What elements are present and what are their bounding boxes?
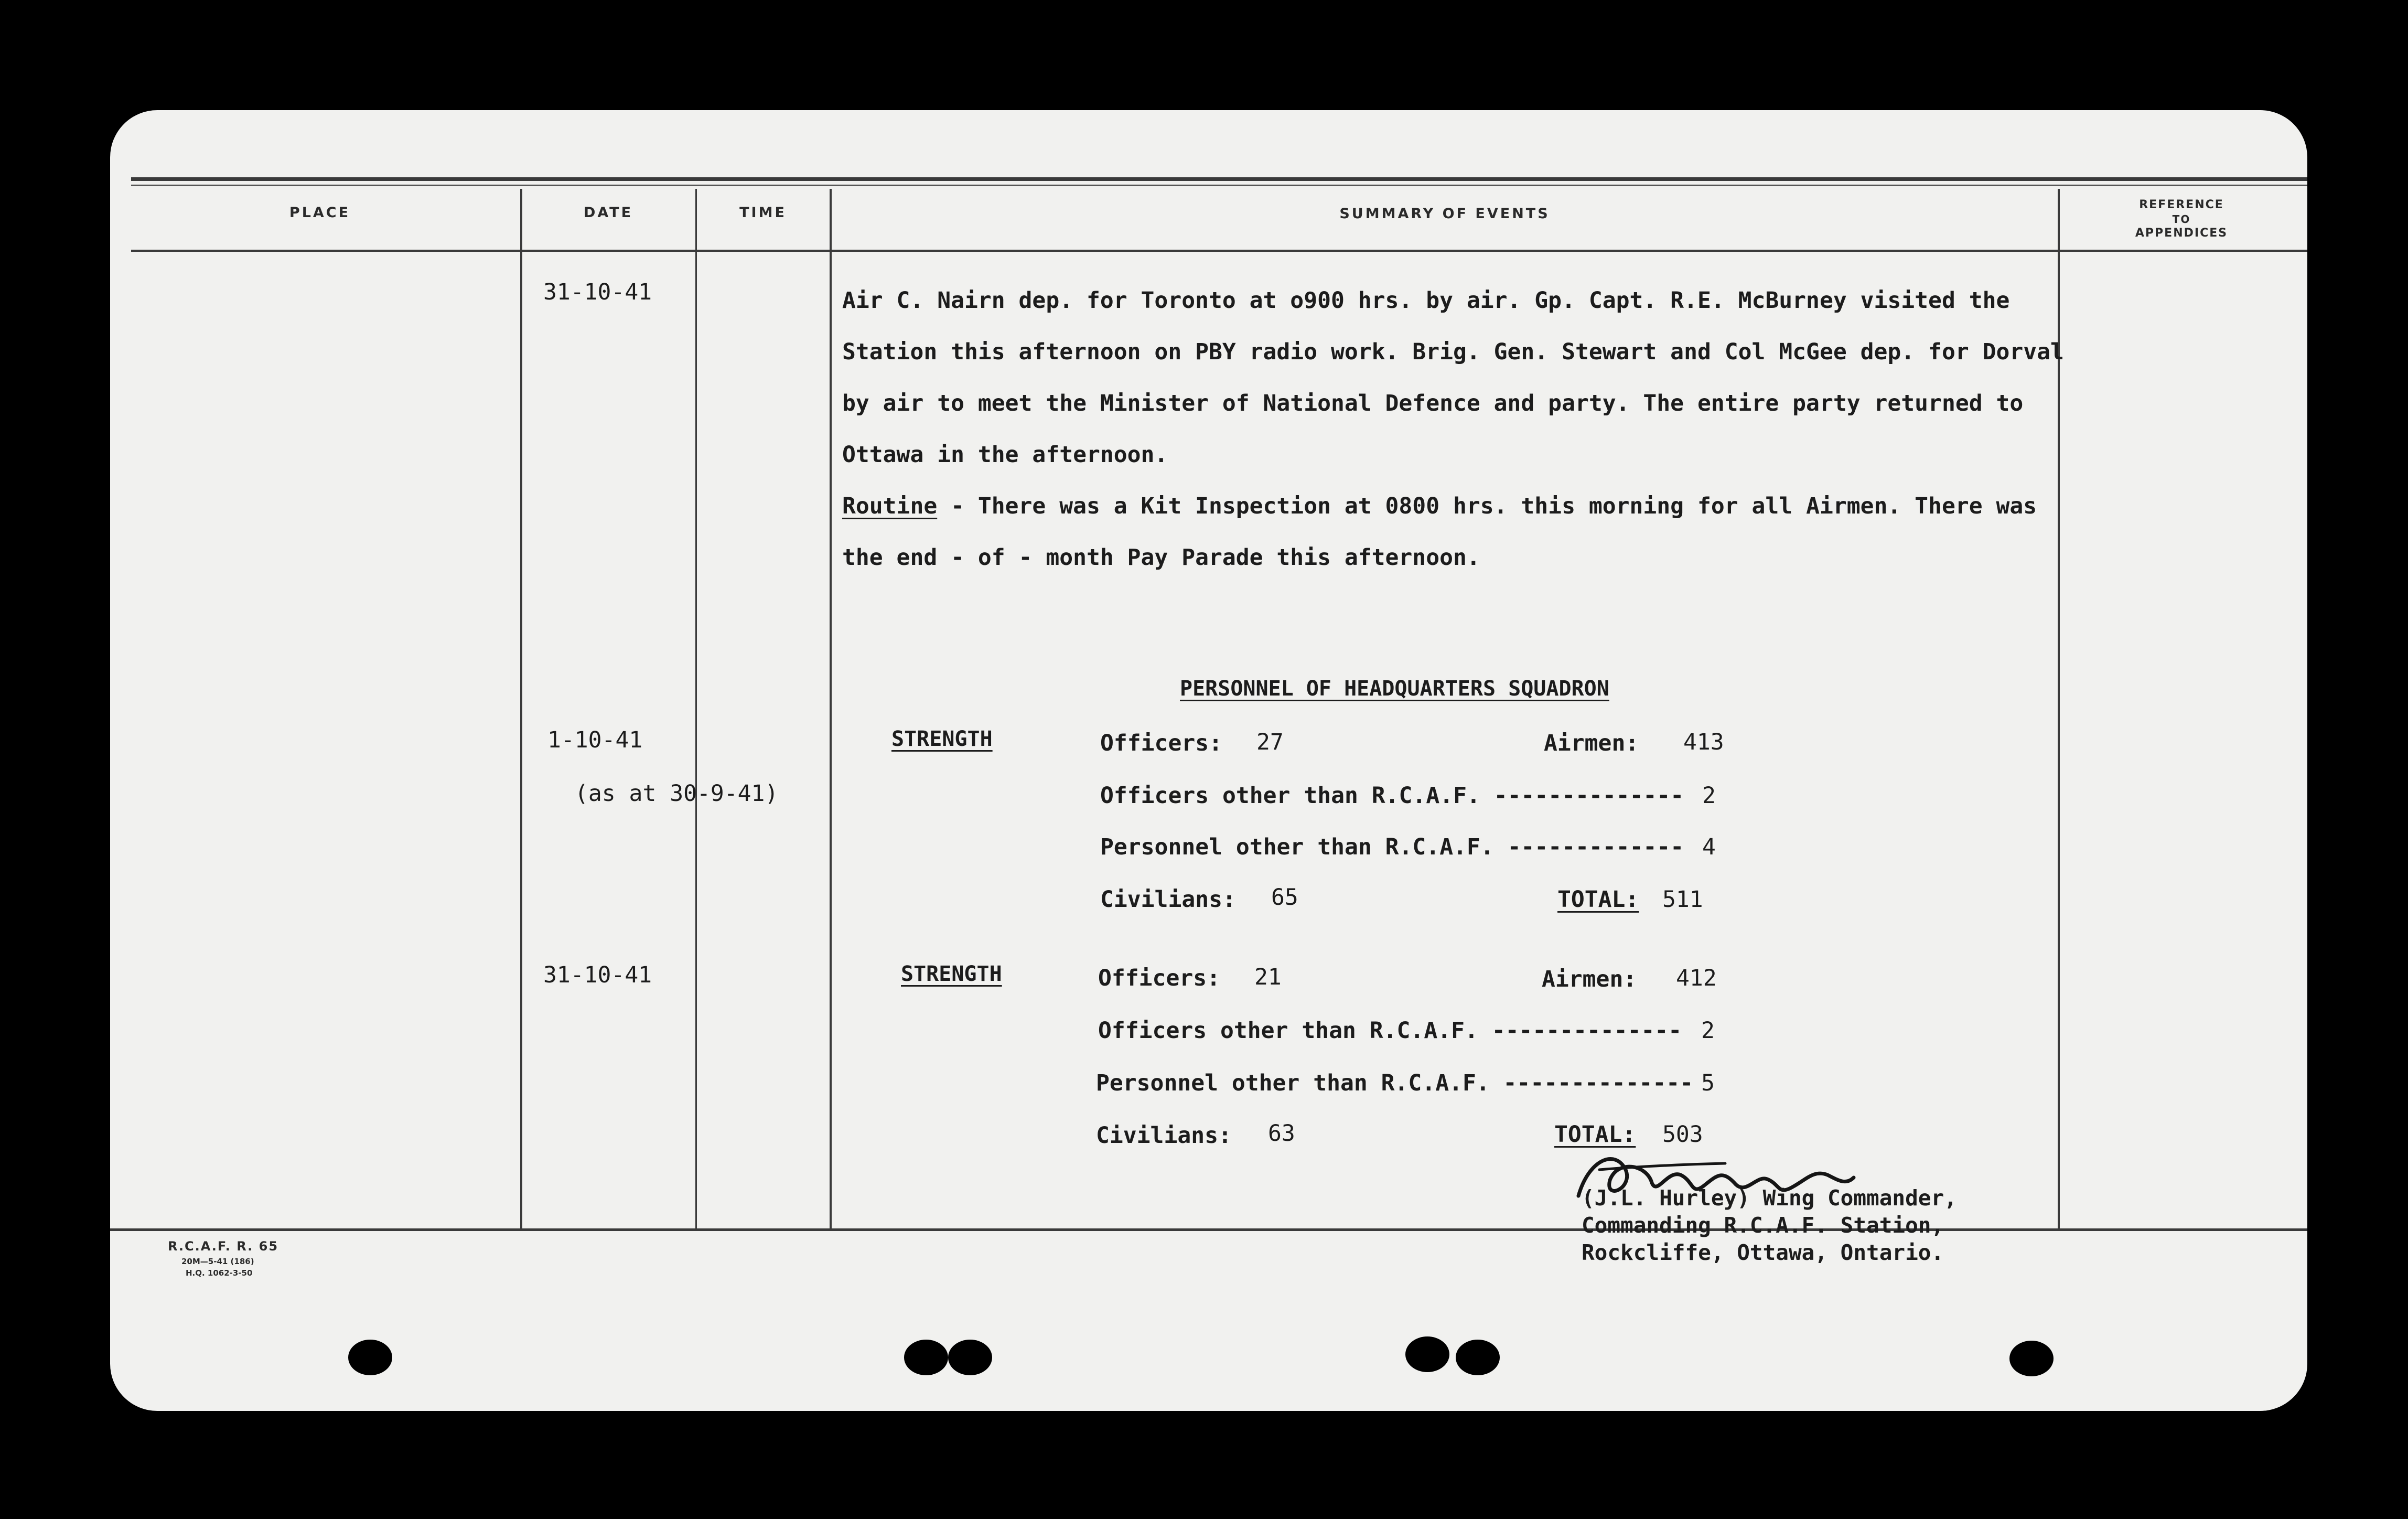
binder-hole-5	[1456, 1340, 1500, 1375]
routine-label: Routine	[842, 493, 938, 519]
routine-line-2: the end - of - month Pay Parade this afternoon.	[842, 544, 1480, 571]
strength2-label: STRENGTH	[901, 962, 1002, 986]
strength2-other-personnel: 5	[1701, 1070, 1715, 1096]
strength2-officers-label: Officers:	[1098, 965, 1220, 991]
header-reference-to: TO	[2172, 213, 2191, 226]
strength1-other-officers: 2	[1702, 783, 1716, 809]
entry-line-1: Air C. Nairn dep. for Toronto at o900 hrs. by air. Gp. Capt. R.E. McBurney visited the	[842, 287, 2010, 314]
form-print-line: 20M—5-41 (186)	[181, 1257, 254, 1266]
strength2-airmen: 412	[1676, 965, 1717, 991]
strength1-civilians-label: Civilians:	[1100, 886, 1236, 913]
strength1-total: 511	[1662, 886, 1703, 913]
divider-date-time	[695, 189, 697, 1230]
routine-line-1	[842, 493, 2037, 519]
entry-line-4: Ottawa in the afternoon.	[842, 442, 1168, 468]
header-summary: SUMMARY OF EVENTS	[1339, 206, 1550, 222]
header-reference-appendices: APPENDICES	[2135, 227, 2228, 240]
divider-place-date	[520, 189, 522, 1230]
strength2-other-personnel-label: Personnel other than R.C.A.F. --------------	[1096, 1070, 1694, 1096]
strength2-date: 31-10-41	[543, 962, 652, 988]
strength2-officers: 21	[1254, 964, 1282, 990]
header-place: PLACE	[289, 205, 351, 221]
bottom-rule	[110, 1228, 2307, 1231]
form-hq-line: H.Q. 1062-3-50	[186, 1268, 253, 1278]
strength1-other-personnel-label: Personnel other than R.C.A.F. -------------	[1100, 834, 1684, 860]
strength1-note: (as at 30-9-41)	[575, 780, 779, 807]
strength2-other-officers: 2	[1701, 1018, 1715, 1044]
personnel-title: PERSONNEL OF HEADQUARTERS SQUADRON	[1180, 677, 1609, 701]
strength2-total: 503	[1662, 1121, 1703, 1148]
binder-hole-6	[2009, 1341, 2054, 1376]
strength1-date: 1-10-41	[547, 727, 643, 753]
routine-text: - There was a Kit Inspection at 0800 hrs. this morning for all Airmen. There was	[937, 493, 2037, 519]
header-date: DATE	[583, 205, 633, 221]
strength1-label: STRENGTH	[891, 727, 993, 751]
strength1-officers-label: Officers:	[1100, 730, 1222, 756]
header-top-rule-thin	[131, 185, 2307, 186]
binder-hole-4	[1405, 1336, 1449, 1372]
strength2-other-officers-label: Officers other than R.C.A.F. --------------	[1098, 1018, 1682, 1044]
strength2-civilians-label: Civilians:	[1096, 1122, 1232, 1149]
entry-line-3: by air to meet the Minister of National Defence and party. The entire party returned to	[842, 390, 2024, 416]
binder-hole-2	[904, 1340, 948, 1375]
header-time: TIME	[739, 205, 787, 221]
header-top-rule	[131, 177, 2307, 181]
strength2-civilians: 63	[1268, 1120, 1295, 1147]
signature-line-2: Commanding R.C.A.F. Station,	[1582, 1213, 1944, 1238]
strength1-officers: 27	[1256, 729, 1284, 755]
form-number: R.C.A.F. R. 65	[168, 1239, 279, 1254]
strength1-airmen-label: Airmen:	[1544, 730, 1639, 756]
divider-time-summary	[830, 189, 832, 1230]
strength1-other-personnel: 4	[1702, 834, 1716, 860]
header-bottom-rule	[131, 250, 2307, 252]
entry-date: 31-10-41	[543, 279, 652, 305]
binder-hole-3	[948, 1340, 992, 1375]
signature-line-3: Rockcliffe, Ottawa, Ontario.	[1582, 1240, 1944, 1265]
strength2-total-label: TOTAL:	[1554, 1121, 1636, 1148]
binder-hole-1	[348, 1340, 392, 1375]
strength1-other-officers-label: Officers other than R.C.A.F. --------------	[1100, 783, 1684, 809]
strength2-airmen-label: Airmen:	[1542, 966, 1637, 992]
strength1-total-label: TOTAL:	[1557, 886, 1639, 913]
entry-line-2: Station this afternoon on PBY radio work. Brig. Gen. Stewart and Col McGee dep. for Dorval	[842, 339, 2064, 365]
strength1-airmen: 413	[1683, 729, 1724, 755]
diary-card	[110, 110, 2307, 1411]
strength1-civilians: 65	[1271, 884, 1298, 911]
header-reference: REFERENCE	[2139, 198, 2224, 211]
signature-line-1: (J.L. Hurley) Wing Commander,	[1582, 1185, 1957, 1211]
